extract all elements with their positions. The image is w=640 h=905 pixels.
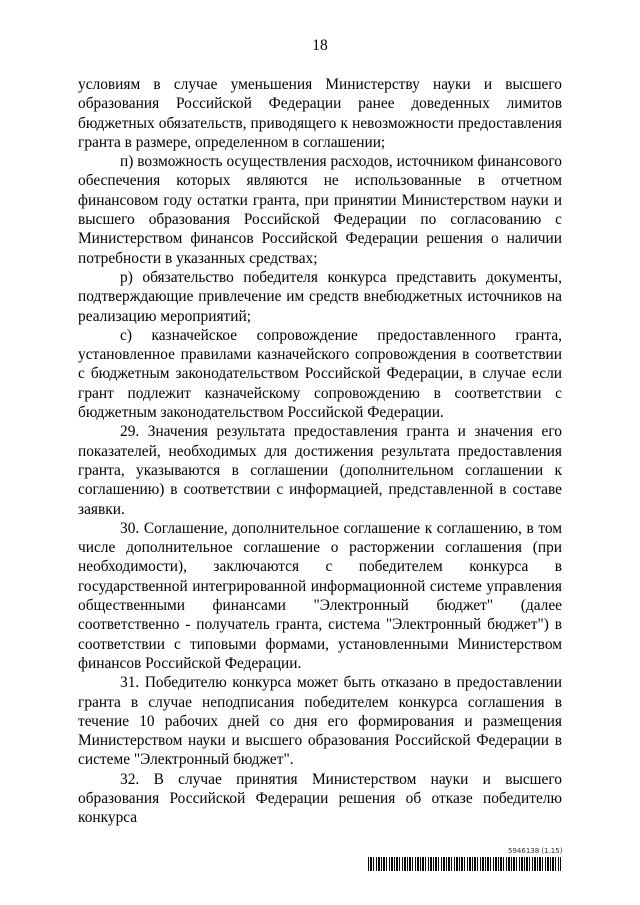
paragraph-30: 30. Соглашение, дополнительное соглашение к соглашению, в том числе дополнительное соглашение о расторжении соглашения (при необходимости), заключаются с победителем конкурса в государственной интегрированной информационной системе управления общественными финансами "Электронный бюджет" (далее соответственно - получатель гранта, система "Электронный бюджет") в соответствии с типовыми формами, установленными Министерством финансов Российской Федерации. [78, 519, 562, 672]
paragraph-item-r: р) обязательство победителя конкурса представить документы, подтверждающие привлечение им средств внебюджетных источников на реализацию мероприятий; [78, 268, 562, 325]
paragraph-continuation: условиям в случае уменьшения Министерству науки и высшего образования Российской Федерации ранее доведенных лимитов бюджетных обязательств, приводящего к невозможности предоставления гранта в размере, определенном в соглашении; [78, 76, 562, 151]
paragraph-31: 31. Победителю конкурса может быть отказано в предоставлении гранта в случае неподписания победителем конкурса соглашения в течение 10 рабочих дней со дня его формирования и размещения Министерством науки и высшего образования Российской Федерации в системе "Электронный бюджет". [78, 674, 562, 769]
document-code: 5946138 (1.15) [508, 847, 563, 855]
paragraph-29: 29. Значения результата предоставления гранта и значения его показателей, необходимых для достижения результата предоставления гранта, указываются в соглашении (дополнительном соглашении к соглашению) в соответствии с информацией, представленной в составе заявки. [78, 423, 562, 518]
page-number: 18 [312, 37, 328, 54]
document-body [78, 75, 562, 828]
paragraph-item-p: п) возможность осуществления расходов, источником финансового обеспечения которых являются не использованные в отчетном финансовом году остатки гранта, при принятии Министерством науки и высшего образования Российской Федерации по согласованию с Министерством финансов Российской Федерации решения о наличии потребности в указанных средствах; [78, 153, 562, 267]
paragraph-item-s: с) казначейское сопровождение предоставленного гранта, установленное правилами казначейского сопровождения в соответствии с бюджетным законодательством Российской Федерации, в случае если грант подлежит казначейскому сопровождению в соответствии с бюджетным законодательством Российской Федерации. [78, 326, 562, 422]
paragraph-32: 32. В случае принятия Министерством науки и высшего образования Российской Федерации решения об отказе победителю конкурса [78, 770, 562, 827]
barcode-icon [368, 857, 561, 871]
